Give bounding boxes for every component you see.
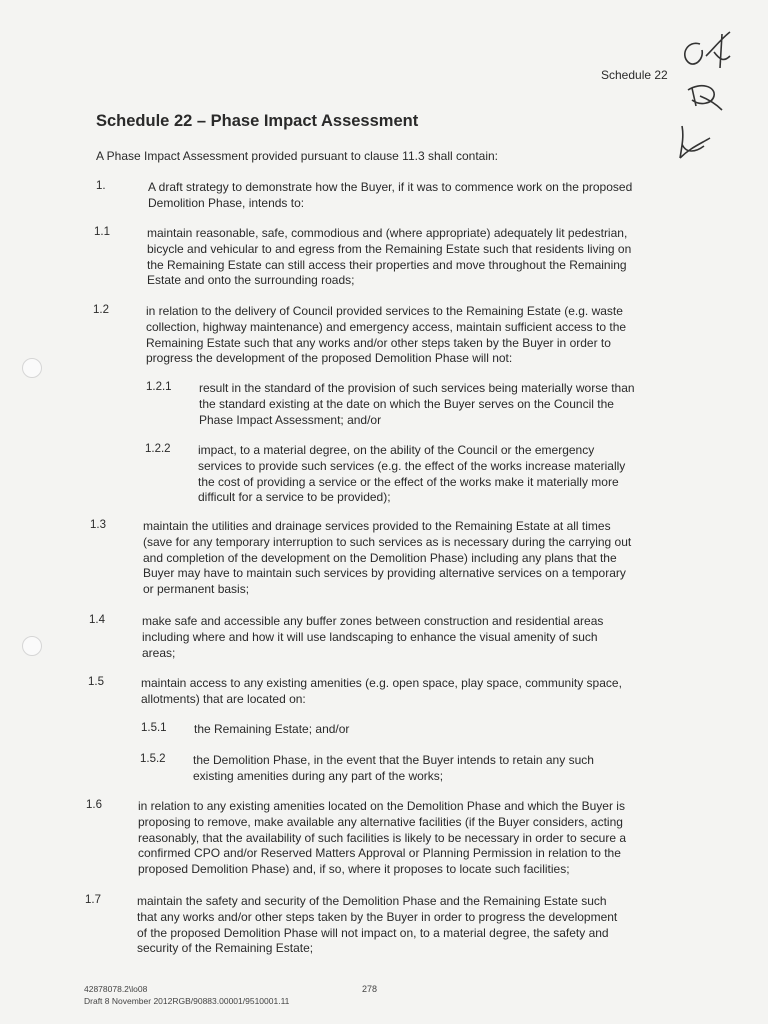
clause-number: 1.: [96, 180, 106, 192]
clause-text: result in the standard of the provision of such services being materially worse than the standard existing at the date on which the Buyer serves on the Council the Phase Impact Assessment; and/or: [199, 381, 635, 427]
punch-hole: [22, 358, 42, 378]
clause-number: 1.5.2: [140, 753, 166, 765]
page-title: Schedule 22 – Phase Impact Assessment: [96, 112, 419, 130]
clause-text: in relation to any existing amenities located on the Demolition Phase and which the Buyer is proposing to remove, make available any alternative facilities (if the Buyer considers, acting reasonably, that the availability of such facilities is likely to be necessary in order to secure a confirmed CPO and/or Reserved Matters Approval or Planning Permission in relation to the proposed Demolition Phase) and, if so, where it proposes to locate such facilities;: [138, 799, 627, 877]
clause-number: 1.5: [88, 676, 104, 688]
clause-text: maintain the utilities and drainage services provided to the Remaining Estate at all times (save for any temporary interruption to such services as is necessary during the carrying out and completion of the development on the Demolition Phase) including any plans that the Buyer may have to maintain such services by providing alternative services on a temporary or permanent basis;: [143, 519, 632, 597]
clause-number: 1.6: [86, 799, 102, 811]
clause-number: 1.2: [93, 304, 109, 316]
clause-number: 1.3: [90, 519, 106, 531]
clause-text: impact, to a material degree, on the ability of the Council or the emergency services to provide such services (e.g. the effect of the works increase materially the cost of providing a service or the effect of the works make it materially more difficult for a service to be provided);: [198, 443, 626, 505]
clause-number: 1.2.2: [145, 443, 171, 455]
clause-text: maintain reasonable, safe, commodious and (where appropriate) adequately lit pedestrian, bicycle and vehicular to and egress from the Remaining Estate such that residents living on the Remaining Estate can still access their properties and move throughout the Remaining Estate and onto the surrounding roads;: [147, 226, 632, 288]
clause-text: maintain access to any existing amenities (e.g. open space, play space, community space, allotments) that are located on:: [141, 676, 622, 706]
clause-text: in relation to the delivery of Council provided services to the Remaining Estate (e.g. waste collection, highway maintenance) and emergency access, maintain sufficient access to the Remaining Estate such that any works and/or other steps taken by the Buyer in order to progress the development of the proposed Demolition Phase will not:: [146, 304, 627, 366]
intro-paragraph: A Phase Impact Assessment provided pursuant to clause 11.3 shall contain:: [96, 149, 499, 163]
clause-text: the Demolition Phase, in the event that the Buyer intends to retain any such existing amenities during any part of the works;: [193, 753, 594, 783]
clause-number: 1.5.1: [141, 722, 167, 734]
clause-text: the Remaining Estate; and/or: [194, 722, 350, 736]
clause-text: make safe and accessible any buffer zones between construction and residential areas including where and how it will use landscaping to enhance the visual amenity of such areas;: [142, 614, 604, 660]
clause-number: 1.4: [89, 614, 105, 626]
footer-draft-line: Draft 8 November 2012RGB/90883.00001/9510001.11: [84, 996, 290, 1006]
clause-text: A draft strategy to demonstrate how the Buyer, if it was to commence work on the proposed Demolition Phase, intends to:: [148, 180, 633, 210]
clause-number: 1.1: [94, 226, 110, 238]
footer-doc-ref: 42878078.2\lo08: [84, 984, 148, 994]
punch-hole: [22, 636, 42, 656]
handwritten-initials: [670, 26, 750, 166]
clause-number: 1.2.1: [146, 381, 172, 393]
page-number: 278: [362, 984, 378, 994]
schedule-header-label: Schedule 22: [601, 68, 668, 82]
clause-text: maintain the safety and security of the Demolition Phase and the Remaining Estate such that any works and/or other steps taken by the Buyer in order to progress the development of the proposed Demolition Phase will not impact on, to a material degree, the safety and security of the Remaining Estate;: [137, 894, 618, 956]
clause-number: 1.7: [85, 894, 101, 906]
